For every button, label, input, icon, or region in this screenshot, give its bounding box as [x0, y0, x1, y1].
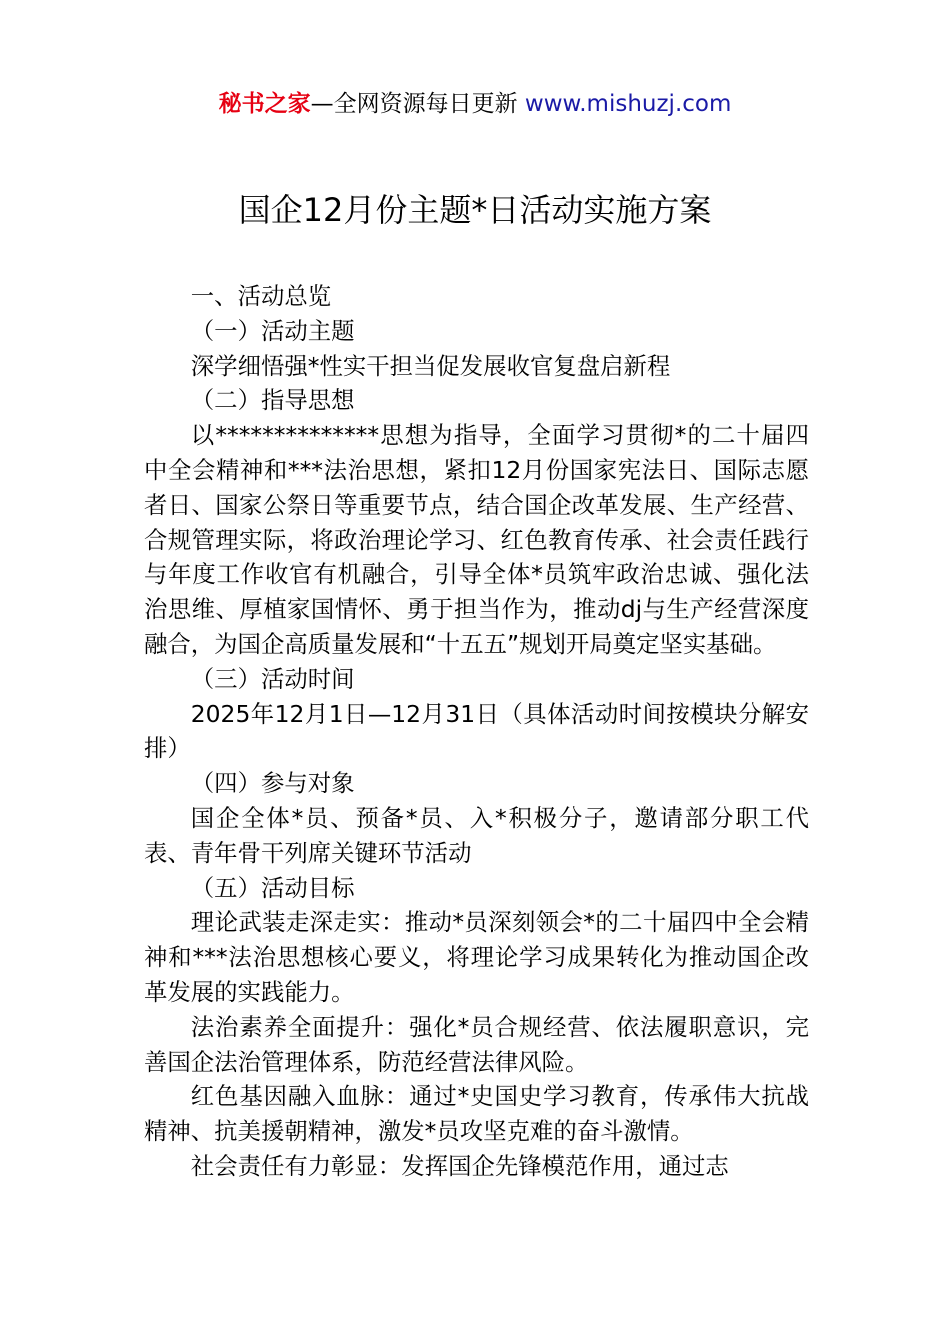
paragraph: 理论武装走深走实：推动*员深刻领会*的二十届四中全会精神和***法治思想核心要义，将理论学习成果转化为推动国企改革发展的实践能力。	[144, 908, 809, 1006]
paragraph: 红色基因融入血脉：通过*史国史学习教育，传承伟大抗战精神、抗美援朝精神，激发*员攻坚克难的奋斗激情。	[144, 1082, 809, 1146]
paragraph: 深学细悟强*性实干担当促发展收官复盘启新程	[190, 351, 671, 380]
subsection-heading: （二）指导思想	[190, 386, 355, 415]
site-tagline: —全网资源每日更新	[310, 91, 525, 117]
document-body	[144, 279, 809, 1184]
paragraph: 2025年12月1日—12月31日（具体活动时间按模块分解安排）	[144, 699, 809, 763]
paragraph: 国企全体*员、预备*员、入*积极分子，邀请部分职工代表、青年骨干列席关键环节活动	[144, 803, 809, 867]
site-brand: 秘书之家	[218, 91, 311, 117]
subsection-heading: （五）活动目标	[190, 873, 355, 902]
paragraph: 法治素养全面提升：强化*员合规经营、依法履职意识，完善国企法治管理体系，防范经营法律风险。	[144, 1012, 809, 1076]
document-title: 国企12月份主题*日活动实施方案	[238, 191, 712, 229]
section-heading: 一、活动总览	[190, 282, 332, 310]
paragraph: 以**************思想为指导，全面学习贯彻*的二十届四中全会精神和***法治思想，紧扣12月份国家宪法日、国际志愿者日、国家公祭日等重要节点，结合国企改革发展、生产经营、合规管理实际，将政治理论学习、红色教育传承、社会责任践行与年度工作收官有机融合，引导全体*员筑牢政治忠诚、强化法治思维、厚植家国情怀、勇于担当作为，推动dj与生产经营深度融合，为国企高质量发展和“十五五”规划开局奠定坚实基础。	[144, 421, 809, 658]
paragraph: 社会责任有力彰显：发挥国企先锋模范作用，通过志	[190, 1151, 729, 1180]
subsection-heading: （一）活动主题	[190, 316, 355, 345]
subsection-heading: （三）活动时间	[190, 664, 355, 693]
site-url-link[interactable]: www.mishuzj.com	[524, 91, 732, 117]
site-header	[0, 86, 950, 122]
subsection-heading: （四）参与对象	[190, 769, 355, 798]
